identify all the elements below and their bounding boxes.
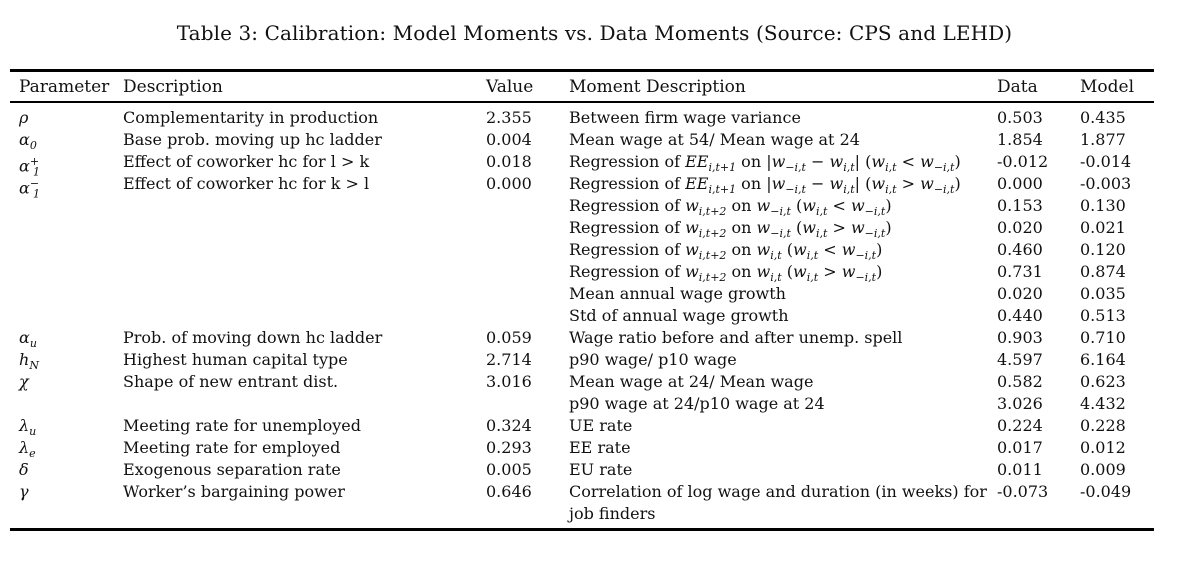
param-symbol: $h_N$ bbox=[19, 350, 39, 373]
param-symbol: γ bbox=[19, 482, 29, 501]
header-description: Description bbox=[123, 77, 223, 97]
moment-data: 0.582 bbox=[997, 372, 1043, 391]
param-value: 3.016 bbox=[486, 372, 532, 391]
moment-model: 0.130 bbox=[1080, 196, 1126, 215]
moment-data: -0.073 bbox=[997, 482, 1049, 501]
moment-description: p90 wage at 24/p10 wage at 24 bbox=[569, 394, 825, 413]
param-symbol: $\alpha_0$ bbox=[19, 130, 37, 153]
moment-description: Regression of $w_{i,t+2}$ on $w_{-i,t}$ $(w_{i,t} > w_{-i,t})$ bbox=[569, 218, 892, 241]
moment-data: 0.000 bbox=[997, 174, 1043, 193]
param-symbol: $\lambda_u$ bbox=[19, 416, 37, 439]
moment-data: 0.731 bbox=[997, 262, 1043, 281]
moment-description: Mean annual wage growth bbox=[569, 284, 786, 303]
moment-description: Regression of $w_{i,t+2}$ on $w_{-i,t}$ $(w_{i,t} < w_{-i,t})$ bbox=[569, 196, 892, 219]
param-value: 0.004 bbox=[486, 130, 532, 149]
moment-model: 1.877 bbox=[1080, 130, 1126, 149]
moment-data: 0.503 bbox=[997, 108, 1043, 127]
moment-model: -0.014 bbox=[1080, 152, 1132, 171]
moment-description: EU rate bbox=[569, 460, 633, 479]
moment-model: 0.120 bbox=[1080, 240, 1126, 259]
moment-description: Mean wage at 24/ Mean wage bbox=[569, 372, 814, 391]
header-parameter: Parameter bbox=[19, 77, 110, 97]
moment-data: 0.020 bbox=[997, 284, 1043, 303]
moment-model: 0.012 bbox=[1080, 438, 1126, 457]
param-value: 0.018 bbox=[486, 152, 532, 171]
moment-data: 0.153 bbox=[997, 196, 1043, 215]
param-symbol: ρ bbox=[19, 108, 29, 127]
moment-model: 0.874 bbox=[1080, 262, 1126, 281]
moment-model: 6.164 bbox=[1080, 350, 1126, 369]
moment-description: Between firm wage variance bbox=[569, 108, 801, 127]
header-value: Value bbox=[486, 77, 534, 97]
param-value: 2.714 bbox=[486, 350, 532, 369]
param-description: Meeting rate for employed bbox=[123, 438, 341, 457]
moment-description: Mean wage at 54/ Mean wage at 24 bbox=[569, 130, 860, 149]
moment-description: UE rate bbox=[569, 416, 633, 435]
moment-model: 0.021 bbox=[1080, 218, 1126, 237]
param-description: Complementarity in production bbox=[123, 108, 379, 127]
param-description: Prob. of moving down hc ladder bbox=[123, 328, 383, 347]
param-description: Shape of new entrant dist. bbox=[123, 372, 339, 391]
param-description: Worker’s bargaining power bbox=[123, 482, 345, 501]
moment-model: -0.049 bbox=[1080, 482, 1132, 501]
moment-model: 4.432 bbox=[1080, 394, 1126, 413]
moment-data: 0.017 bbox=[997, 438, 1043, 457]
moment-description: Regression of $EE_{i,t+1}$ on $|w_{-i,t} - w_{i,t}|$ $(w_{i,t} < w_{-i,t})$ bbox=[569, 152, 961, 175]
moment-data: -0.012 bbox=[997, 152, 1049, 171]
moment-data: 3.026 bbox=[997, 394, 1043, 413]
param-value: 0.324 bbox=[486, 416, 532, 435]
param-description: Effect of coworker hc for l > k bbox=[123, 152, 370, 171]
param-symbol: χ bbox=[19, 372, 29, 391]
param-value: 0.005 bbox=[486, 460, 532, 479]
moment-description: Wage ratio before and after unemp. spell bbox=[569, 328, 903, 347]
moment-data: 1.854 bbox=[997, 130, 1043, 149]
param-value: 0.646 bbox=[486, 482, 532, 501]
moment-model: 0.035 bbox=[1080, 284, 1126, 303]
moment-model: 0.710 bbox=[1080, 328, 1126, 347]
moment-description: p90 wage/ p10 wage bbox=[569, 350, 737, 369]
header-rule bbox=[10, 101, 1154, 103]
moment-data: 4.597 bbox=[997, 350, 1043, 369]
moment-data: 0.011 bbox=[997, 460, 1043, 479]
moment-model: 0.228 bbox=[1080, 416, 1126, 435]
header-moment-description: Moment Description bbox=[569, 77, 746, 97]
param-description: Base prob. moving up hc ladder bbox=[123, 130, 382, 149]
moment-model: 0.513 bbox=[1080, 306, 1126, 325]
moment-model: 0.009 bbox=[1080, 460, 1126, 479]
table-caption: Table 3: Calibration: Model Moments vs. Data Moments (Source: CPS and LEHD) bbox=[176, 21, 1013, 45]
param-value: 0.293 bbox=[486, 438, 532, 457]
param-description: Exogenous separation rate bbox=[123, 460, 341, 479]
moment-model: -0.003 bbox=[1080, 174, 1132, 193]
moment-data: 0.460 bbox=[997, 240, 1043, 259]
param-value: 0.000 bbox=[486, 174, 532, 193]
header-model: Model bbox=[1080, 77, 1135, 97]
param-description: Highest human capital type bbox=[123, 350, 348, 369]
param-symbol: $\alpha^-_1$ bbox=[19, 177, 41, 201]
moment-data: 0.020 bbox=[997, 218, 1043, 237]
param-value: 0.059 bbox=[486, 328, 532, 347]
bottom-rule bbox=[10, 528, 1154, 531]
param-description: Meeting rate for unemployed bbox=[123, 416, 361, 435]
moment-data: 0.440 bbox=[997, 306, 1043, 325]
moment-data: 0.903 bbox=[997, 328, 1043, 347]
moment-description: Regression of $w_{i,t+2}$ on $w_{i,t}$ $(w_{i,t} < w_{-i,t})$ bbox=[569, 240, 883, 263]
param-description: Effect of coworker hc for k > l bbox=[123, 174, 370, 193]
moment-description-line2: job finders bbox=[569, 504, 656, 523]
moment-description: Std of annual wage growth bbox=[569, 306, 789, 325]
moment-description: Regression of $EE_{i,t+1}$ on $|w_{-i,t} - w_{i,t}|$ $(w_{i,t} > w_{-i,t})$ bbox=[569, 174, 961, 197]
moment-model: 0.623 bbox=[1080, 372, 1126, 391]
top-rule bbox=[10, 69, 1154, 72]
param-symbol: $\alpha_u$ bbox=[19, 328, 37, 351]
param-symbol: δ bbox=[19, 460, 29, 479]
param-symbol: $\alpha^+_1$ bbox=[19, 155, 41, 179]
header-data: Data bbox=[997, 77, 1038, 97]
param-symbol: $\lambda_e$ bbox=[19, 438, 36, 461]
moment-data: 0.224 bbox=[997, 416, 1043, 435]
moment-model: 0.435 bbox=[1080, 108, 1126, 127]
moment-description: Correlation of log wage and duration (in weeks) for bbox=[569, 482, 987, 501]
moment-description: Regression of $w_{i,t+2}$ on $w_{i,t}$ $(w_{i,t} > w_{-i,t})$ bbox=[569, 262, 883, 285]
moment-description: EE rate bbox=[569, 438, 631, 457]
param-value: 2.355 bbox=[486, 108, 532, 127]
